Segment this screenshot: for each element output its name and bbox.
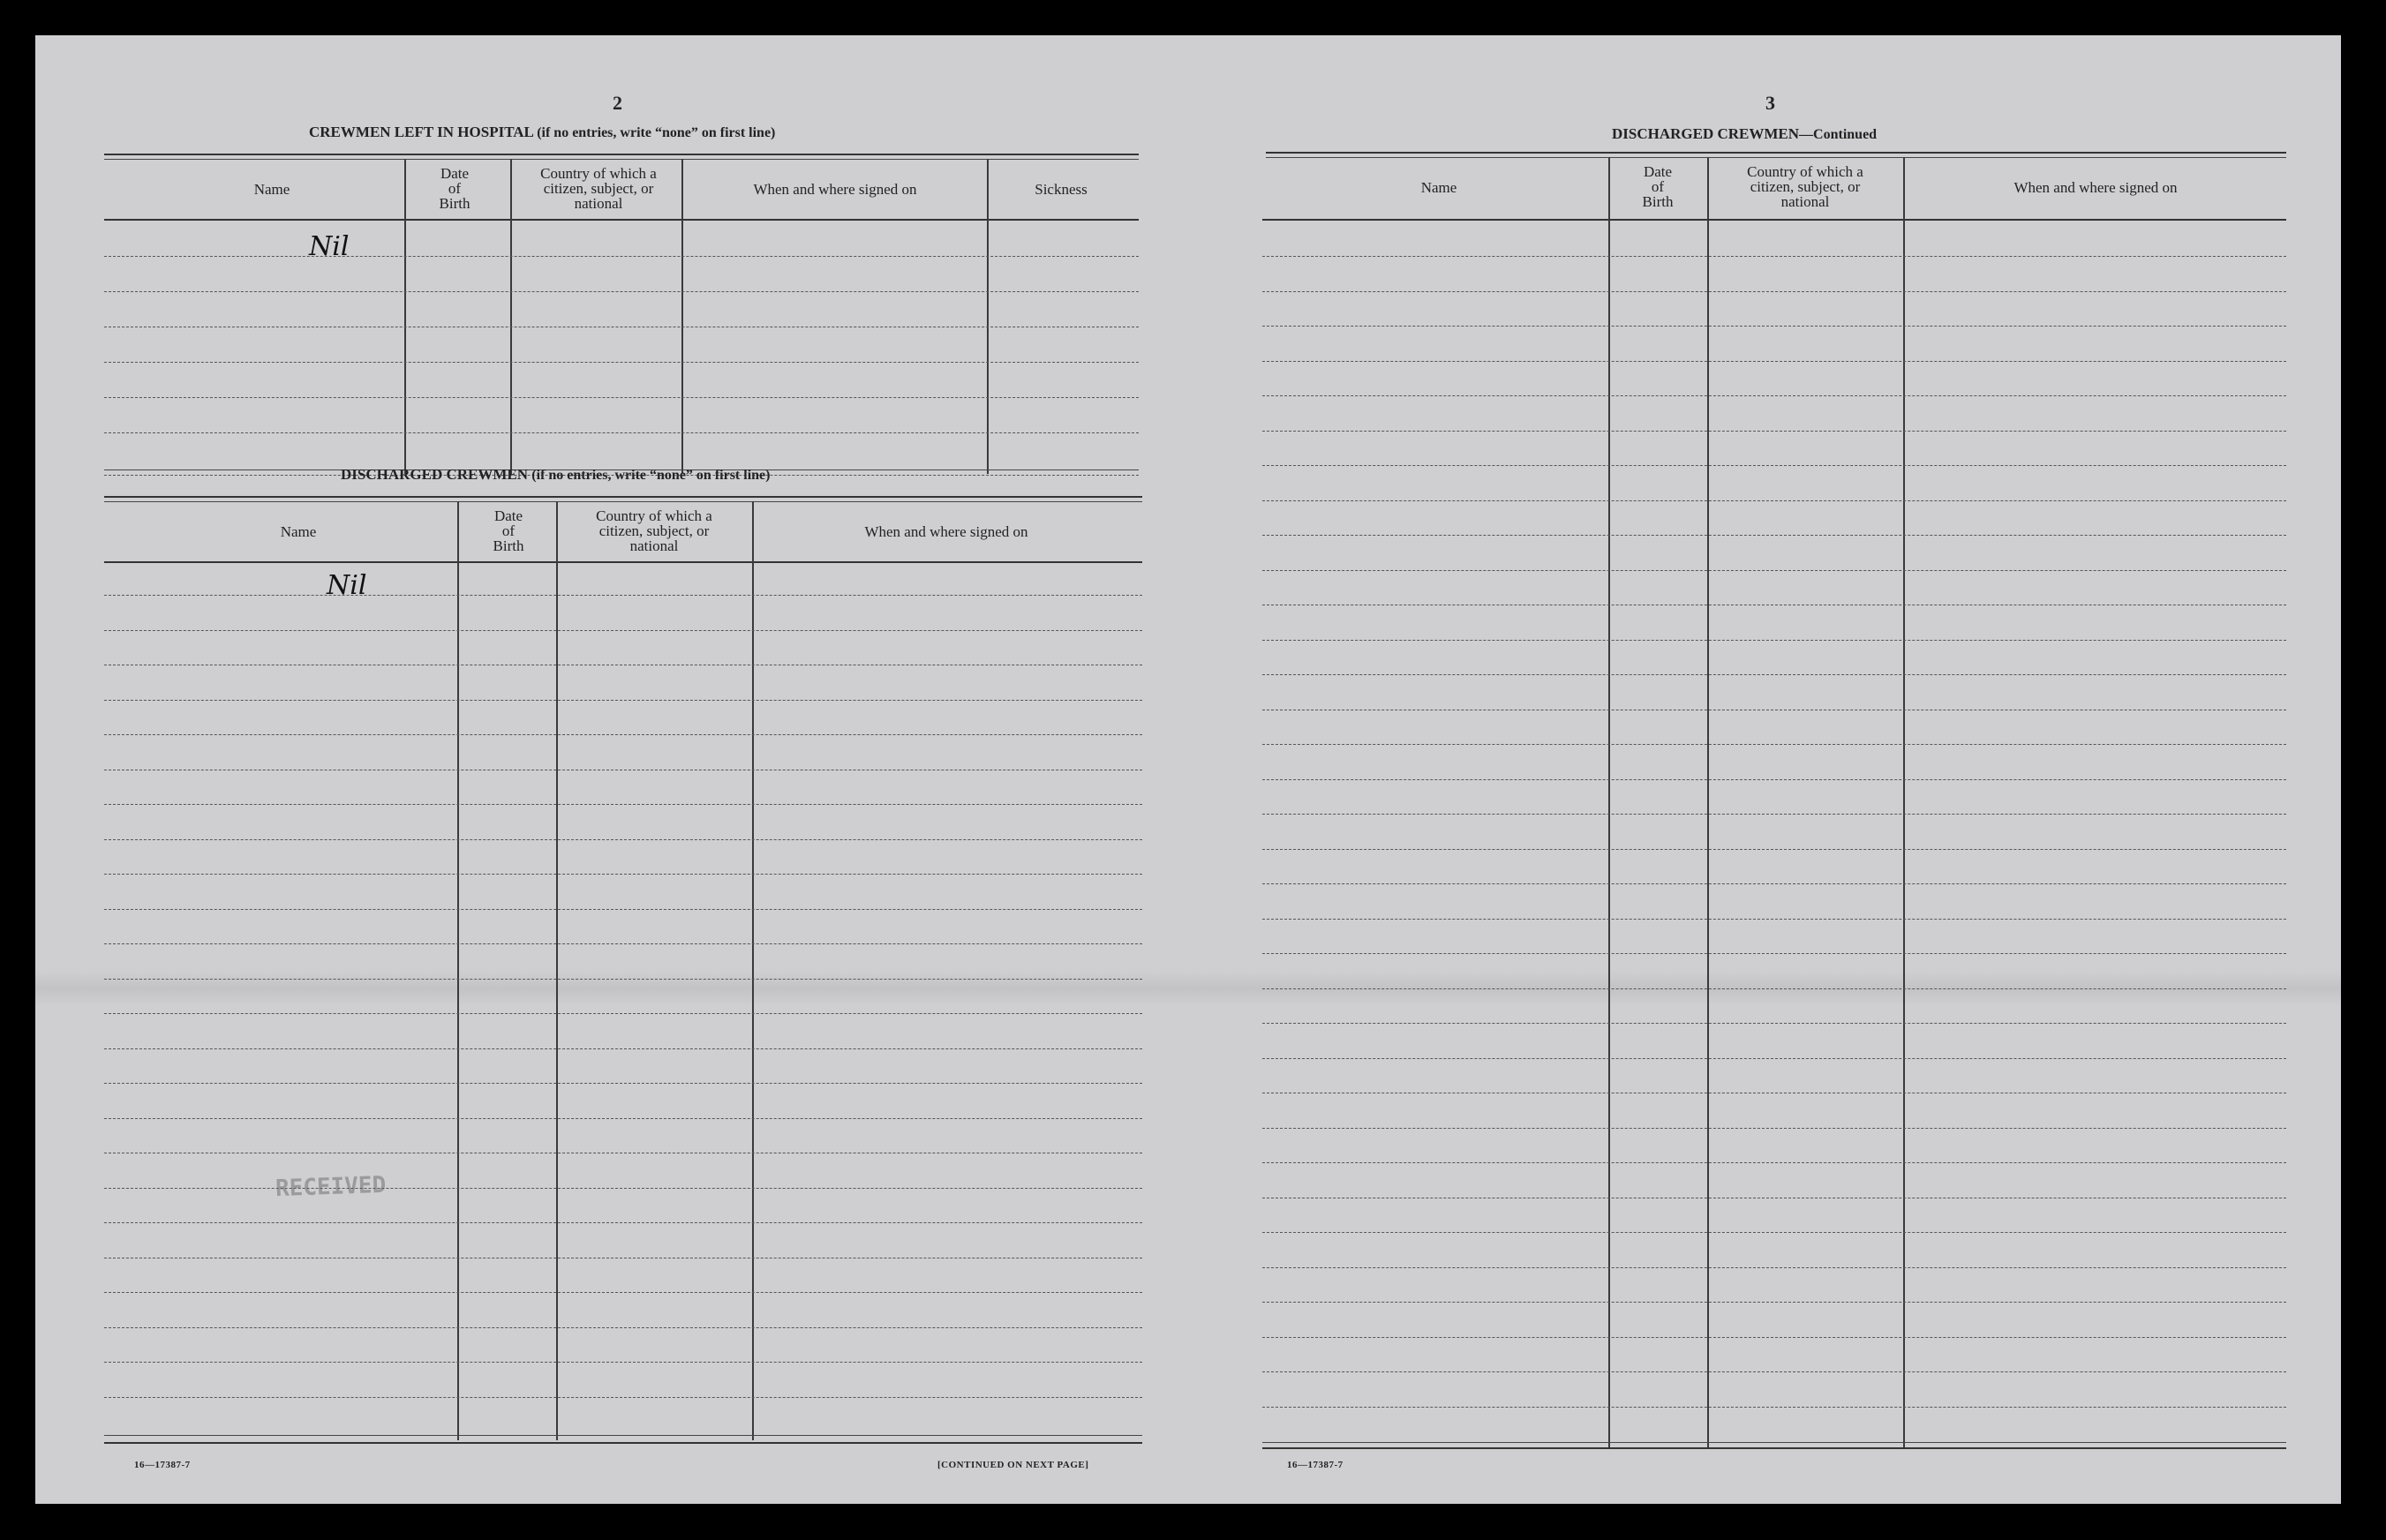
ledger-row-line — [1262, 988, 2286, 989]
ledger-row-line — [104, 1362, 1142, 1363]
right-header-bottom-rule — [1262, 219, 2286, 221]
right-section-title — [1612, 125, 1877, 143]
right-top-rule-2 — [1266, 157, 2286, 158]
hospital-header-signed-on: When and where signed on — [753, 181, 917, 198]
ledger-row-line — [1262, 570, 2286, 571]
ledger-row-line — [104, 1083, 1142, 1084]
ledger-row-line — [1262, 535, 2286, 536]
ledger-row-line — [1262, 1371, 2286, 1372]
right-top-rule — [1266, 152, 2286, 154]
ledger-row-line — [1262, 431, 2286, 432]
discharged-top-rule-2 — [104, 501, 1142, 502]
hospital-handwritten-entry: Nil — [309, 231, 350, 262]
hospital-title-note: (if no entries, write “none” on first line) — [537, 125, 776, 140]
ledger-row-line — [104, 1292, 1142, 1293]
discharged-bottom-rule-2 — [104, 1442, 1142, 1444]
ledger-row-line — [104, 1013, 1142, 1014]
ledger-row-line — [1262, 953, 2286, 954]
hospital-header-date-of-birth: Date of Birth — [439, 165, 470, 212]
ledger-row-line — [104, 909, 1142, 910]
hospital-section-title — [309, 124, 775, 141]
right-bottom-rule-2 — [1262, 1447, 2286, 1449]
ledger-row-line — [1262, 674, 2286, 675]
hospital-row-line — [104, 362, 1139, 363]
discharged-header-name: Name — [280, 523, 317, 540]
ledger-row-line — [1262, 500, 2286, 501]
hospital-header-bottom-rule — [104, 219, 1139, 221]
hospital-col-divider-3 — [681, 159, 683, 474]
discharged-bottom-rule — [104, 1435, 1142, 1436]
ledger-row-line — [1262, 779, 2286, 780]
right-page-number: 3 — [1765, 92, 1775, 114]
ledger-row-line — [1262, 744, 2286, 745]
ledger-row-line — [1262, 883, 2286, 884]
ledger-row-line — [104, 595, 1142, 596]
ledger-row-line — [104, 804, 1142, 805]
ledger-row-line — [1262, 326, 2286, 327]
discharged-header-country: Country of which a citizen, subject, or national — [596, 507, 712, 554]
discharged-title-text: DISCHARGED CREWMEN — [341, 466, 529, 483]
discharged-col-divider-3 — [752, 501, 754, 1440]
hospital-row-line — [104, 397, 1139, 398]
hospital-header-sickness: Sickness — [1035, 181, 1088, 198]
ledger-row-line — [104, 1188, 1142, 1189]
left-form-number: 16—17387-7 — [134, 1460, 191, 1470]
hospital-top-rule — [104, 154, 1139, 155]
continued-note: [CONTINUED ON NEXT PAGE] — [937, 1460, 1089, 1470]
ledger-row-line — [104, 1048, 1142, 1049]
ledger-row-line — [1262, 1302, 2286, 1303]
right-col-divider-2 — [1707, 157, 1709, 1447]
hospital-header-name: Name — [253, 181, 290, 198]
ledger-row-line — [1262, 1128, 2286, 1129]
hospital-row-line — [104, 256, 1139, 257]
right-title-text: DISCHARGED CREWMEN — [1612, 125, 1800, 142]
ledger-row-line — [104, 943, 1142, 944]
ledger-row-line — [1262, 919, 2286, 920]
hospital-header-country: Country of which a citizen, subject, or national — [540, 165, 657, 212]
right-form-number: 16—17387-7 — [1287, 1460, 1344, 1470]
ledger-row-line — [1262, 1232, 2286, 1233]
left-page-number: 2 — [613, 92, 622, 114]
ledger-row-line — [1262, 465, 2286, 466]
hospital-col-divider-2 — [510, 159, 512, 474]
right-title-continued: —Continued — [1799, 127, 1878, 142]
discharged-handwritten-entry: Nil — [327, 570, 367, 601]
ledger-row-line — [104, 1222, 1142, 1223]
hospital-row-line — [104, 432, 1139, 433]
ledger-row-line — [1262, 849, 2286, 850]
discharged-col-divider-2 — [556, 501, 558, 1440]
received-stamp: RECEIVED — [275, 1171, 387, 1203]
ledger-sheet — [35, 35, 2341, 1504]
discharged-col-divider-1 — [457, 501, 459, 1440]
ledger-row-line — [104, 874, 1142, 875]
right-header-country: Country of which a citizen, subject, or national — [1747, 163, 1863, 210]
right-col-divider-1 — [1608, 157, 1610, 1447]
hospital-title-text: CREWMEN LEFT IN HOSPITAL — [309, 124, 533, 140]
ledger-row-line — [104, 1118, 1142, 1119]
ledger-row-line — [1262, 640, 2286, 641]
ledger-row-line — [1262, 256, 2286, 257]
hospital-top-rule-2 — [104, 159, 1139, 160]
discharged-header-signed-on: When and where signed on — [864, 523, 1028, 540]
discharged-top-rule — [104, 496, 1142, 498]
hospital-col-divider-4 — [987, 159, 989, 474]
ledger-row-line — [104, 839, 1142, 840]
ledger-row-line — [1262, 1162, 2286, 1163]
ledger-row-line — [1262, 1058, 2286, 1059]
discharged-header-bottom-rule — [104, 561, 1142, 563]
ledger-row-line — [1262, 1407, 2286, 1408]
right-header-name: Name — [1420, 179, 1457, 196]
ledger-row-line — [1262, 395, 2286, 396]
ledger-row-line — [104, 700, 1142, 701]
ledger-row-line — [1262, 1337, 2286, 1338]
ledger-row-line — [1262, 1267, 2286, 1268]
ledger-row-line — [1262, 291, 2286, 292]
ledger-row-line — [104, 630, 1142, 631]
right-header-date-of-birth: Date of Birth — [1642, 163, 1674, 210]
hospital-row-line — [104, 291, 1139, 292]
discharged-section-title — [341, 466, 770, 484]
ledger-row-line — [104, 979, 1142, 980]
hospital-col-divider-1 — [404, 159, 406, 474]
ledger-row-line — [104, 1327, 1142, 1328]
discharged-header-date-of-birth: Date of Birth — [493, 507, 524, 554]
ledger-row-line — [104, 734, 1142, 735]
ledger-row-line — [1262, 814, 2286, 815]
ledger-row-line — [1262, 361, 2286, 362]
right-header-signed-on: When and where signed on — [2013, 179, 2178, 196]
ledger-row-line — [104, 1397, 1142, 1398]
right-bottom-rule — [1262, 1442, 2286, 1443]
discharged-title-note: (if no entries, write “none” on first line) — [531, 468, 771, 483]
right-col-divider-3 — [1903, 157, 1905, 1447]
ledger-row-line — [1262, 1023, 2286, 1024]
